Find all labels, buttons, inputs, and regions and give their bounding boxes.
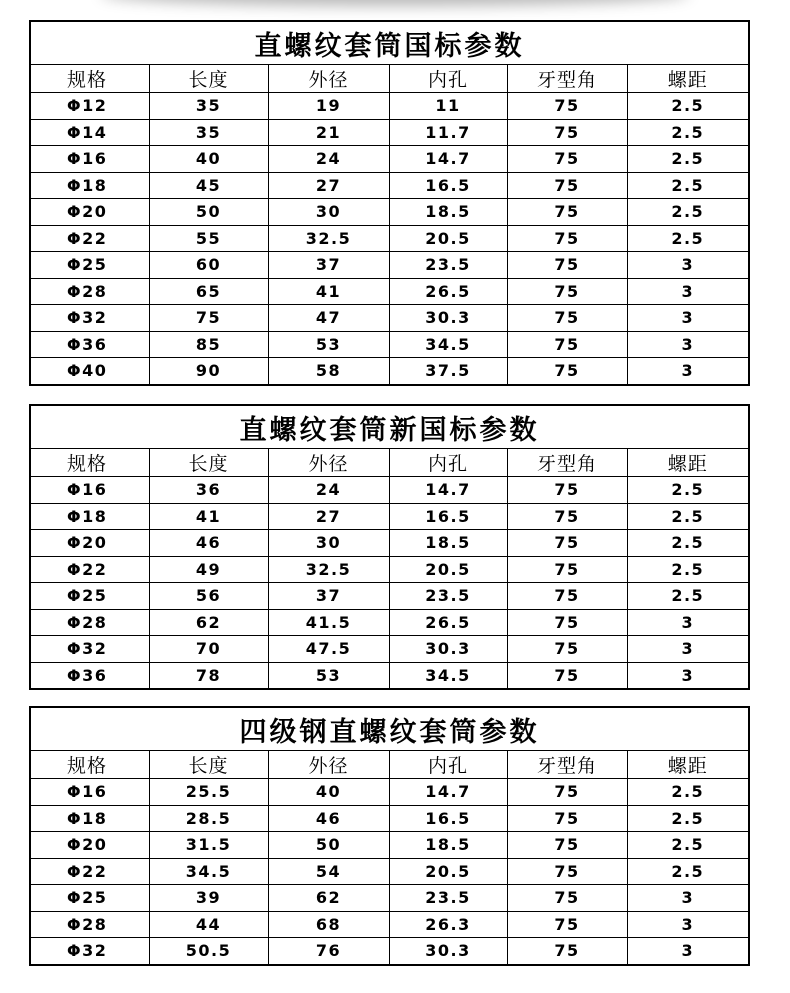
- cell-pitch: 2.5: [627, 805, 749, 832]
- cell-thread-angle: 75: [507, 609, 627, 636]
- cell-outer-diameter: 37: [268, 252, 389, 279]
- cell-inner-bore: 34.5: [389, 331, 507, 358]
- table-header-row: [30, 751, 749, 779]
- cell-length: 78: [149, 662, 268, 689]
- cell-thread-angle: 75: [507, 583, 627, 610]
- cell-inner-bore: 16.5: [389, 503, 507, 530]
- cell-thread-angle: 75: [507, 119, 627, 146]
- cell-spec: Φ32: [30, 305, 149, 332]
- cell-inner-bore: 18.5: [389, 530, 507, 557]
- cell-pitch: 2.5: [627, 146, 749, 173]
- cell-inner-bore: 23.5: [389, 885, 507, 912]
- table-row: [30, 305, 749, 332]
- table-row: [30, 252, 749, 279]
- cell-pitch: 2.5: [627, 779, 749, 806]
- cell-thread-angle: 75: [507, 225, 627, 252]
- cell-outer-diameter: 32.5: [268, 225, 389, 252]
- table-row: [30, 636, 749, 663]
- cell-thread-angle: 75: [507, 503, 627, 530]
- cell-outer-diameter: 32.5: [268, 556, 389, 583]
- column-header-thread-angle: 牙型角: [507, 65, 627, 93]
- cell-inner-bore: 14.7: [389, 477, 507, 504]
- cell-pitch: 3: [627, 358, 749, 385]
- cell-length: 65: [149, 278, 268, 305]
- cell-outer-diameter: 41: [268, 278, 389, 305]
- cell-spec: Φ14: [30, 119, 149, 146]
- cell-length: 85: [149, 331, 268, 358]
- table-row: [30, 530, 749, 557]
- cell-spec: Φ22: [30, 556, 149, 583]
- cell-spec: Φ22: [30, 858, 149, 885]
- cell-inner-bore: 16.5: [389, 805, 507, 832]
- cell-thread-angle: 75: [507, 172, 627, 199]
- cell-pitch: 2.5: [627, 556, 749, 583]
- cell-inner-bore: 11: [389, 93, 507, 120]
- column-header-spec: 规格: [30, 751, 149, 779]
- cell-inner-bore: 23.5: [389, 583, 507, 610]
- cell-inner-bore: 30.3: [389, 305, 507, 332]
- table-row: [30, 278, 749, 305]
- table-title: 直螺纹套筒新国标参数: [30, 405, 749, 449]
- column-header-thread-angle: 牙型角: [507, 751, 627, 779]
- cell-spec: Φ25: [30, 885, 149, 912]
- column-header-spec: 规格: [30, 449, 149, 477]
- cell-outer-diameter: 53: [268, 662, 389, 689]
- cell-inner-bore: 20.5: [389, 556, 507, 583]
- cell-spec: Φ40: [30, 358, 149, 385]
- cell-thread-angle: 75: [507, 305, 627, 332]
- cell-thread-angle: 75: [507, 779, 627, 806]
- cell-inner-bore: 34.5: [389, 662, 507, 689]
- cell-outer-diameter: 24: [268, 477, 389, 504]
- cell-inner-bore: 37.5: [389, 358, 507, 385]
- cell-outer-diameter: 53: [268, 331, 389, 358]
- cell-outer-diameter: 41.5: [268, 609, 389, 636]
- cell-spec: Φ28: [30, 911, 149, 938]
- cell-inner-bore: 20.5: [389, 858, 507, 885]
- cell-thread-angle: 75: [507, 911, 627, 938]
- cell-outer-diameter: 47.5: [268, 636, 389, 663]
- cell-thread-angle: 75: [507, 805, 627, 832]
- cell-pitch: 2.5: [627, 858, 749, 885]
- cell-spec: Φ18: [30, 503, 149, 530]
- column-header-outer-diameter: 外径: [268, 65, 389, 93]
- cell-pitch: 3: [627, 636, 749, 663]
- cell-outer-diameter: 24: [268, 146, 389, 173]
- cell-thread-angle: 75: [507, 556, 627, 583]
- cell-inner-bore: 26.5: [389, 278, 507, 305]
- cell-inner-bore: 30.3: [389, 636, 507, 663]
- column-header-pitch: 螺距: [627, 65, 749, 93]
- cell-spec: Φ25: [30, 583, 149, 610]
- table-title: 四级钢直螺纹套筒参数: [30, 707, 749, 751]
- cell-thread-angle: 75: [507, 636, 627, 663]
- cell-spec: Φ36: [30, 331, 149, 358]
- table-title-row: [30, 707, 749, 751]
- column-header-inner-bore: 内孔: [389, 751, 507, 779]
- cell-outer-diameter: 47: [268, 305, 389, 332]
- cell-length: 90: [149, 358, 268, 385]
- cell-thread-angle: 75: [507, 858, 627, 885]
- table-row: [30, 662, 749, 689]
- cell-pitch: 2.5: [627, 199, 749, 226]
- cell-thread-angle: 75: [507, 477, 627, 504]
- cell-spec: Φ32: [30, 636, 149, 663]
- cell-length: 60: [149, 252, 268, 279]
- cell-pitch: 3: [627, 305, 749, 332]
- cell-outer-diameter: 54: [268, 858, 389, 885]
- table-row: [30, 885, 749, 912]
- table-row: [30, 477, 749, 504]
- table-row: [30, 199, 749, 226]
- cell-thread-angle: 75: [507, 331, 627, 358]
- cell-inner-bore: 23.5: [389, 252, 507, 279]
- cell-length: 35: [149, 93, 268, 120]
- cell-pitch: 2.5: [627, 832, 749, 859]
- cell-length: 62: [149, 609, 268, 636]
- cell-outer-diameter: 19: [268, 93, 389, 120]
- cell-spec: Φ18: [30, 172, 149, 199]
- cell-spec: Φ25: [30, 252, 149, 279]
- cell-length: 28.5: [149, 805, 268, 832]
- cell-inner-bore: 26.5: [389, 609, 507, 636]
- cell-length: 36: [149, 477, 268, 504]
- cell-spec: Φ22: [30, 225, 149, 252]
- table-new-national-standard: [29, 404, 750, 690]
- cell-thread-angle: 75: [507, 93, 627, 120]
- table-row: [30, 583, 749, 610]
- table-title-row: [30, 405, 749, 449]
- cell-pitch: 3: [627, 278, 749, 305]
- cell-length: 44: [149, 911, 268, 938]
- cell-thread-angle: 75: [507, 252, 627, 279]
- cell-pitch: 2.5: [627, 119, 749, 146]
- cell-outer-diameter: 30: [268, 530, 389, 557]
- column-header-pitch: 螺距: [627, 751, 749, 779]
- column-header-inner-bore: 内孔: [389, 65, 507, 93]
- cell-spec: Φ20: [30, 199, 149, 226]
- column-header-pitch: 螺距: [627, 449, 749, 477]
- column-header-length: 长度: [149, 751, 268, 779]
- cell-length: 35: [149, 119, 268, 146]
- cell-spec: Φ20: [30, 832, 149, 859]
- table-title: 直螺纹套筒国标参数: [30, 21, 749, 65]
- cell-spec: Φ16: [30, 146, 149, 173]
- cell-length: 49: [149, 556, 268, 583]
- table-row: [30, 358, 749, 385]
- cell-outer-diameter: 27: [268, 172, 389, 199]
- table-row: [30, 172, 749, 199]
- table-grade4-steel: [29, 706, 750, 966]
- cell-spec: Φ12: [30, 93, 149, 120]
- cell-pitch: 2.5: [627, 172, 749, 199]
- column-header-thread-angle: 牙型角: [507, 449, 627, 477]
- cell-outer-diameter: 50: [268, 832, 389, 859]
- cell-spec: Φ16: [30, 779, 149, 806]
- column-header-length: 长度: [149, 449, 268, 477]
- cell-outer-diameter: 37: [268, 583, 389, 610]
- cell-spec: Φ18: [30, 805, 149, 832]
- cell-outer-diameter: 76: [268, 938, 389, 965]
- cell-thread-angle: 75: [507, 530, 627, 557]
- cell-thread-angle: 75: [507, 278, 627, 305]
- cell-inner-bore: 14.7: [389, 146, 507, 173]
- cell-length: 40: [149, 146, 268, 173]
- cell-pitch: 3: [627, 911, 749, 938]
- cell-inner-bore: 30.3: [389, 938, 507, 965]
- column-header-outer-diameter: 外径: [268, 751, 389, 779]
- table-row: [30, 146, 749, 173]
- cell-thread-angle: 75: [507, 662, 627, 689]
- cell-thread-angle: 75: [507, 146, 627, 173]
- cell-pitch: 3: [627, 609, 749, 636]
- cell-length: 25.5: [149, 779, 268, 806]
- cell-length: 55: [149, 225, 268, 252]
- cell-length: 46: [149, 530, 268, 557]
- table-row: [30, 911, 749, 938]
- cell-outer-diameter: 58: [268, 358, 389, 385]
- table-national-standard: [29, 20, 750, 386]
- cell-inner-bore: 11.7: [389, 119, 507, 146]
- cell-outer-diameter: 46: [268, 805, 389, 832]
- cell-pitch: 2.5: [627, 503, 749, 530]
- table-row: [30, 609, 749, 636]
- cell-thread-angle: 75: [507, 885, 627, 912]
- cell-outer-diameter: 40: [268, 779, 389, 806]
- cell-spec: Φ28: [30, 609, 149, 636]
- cell-thread-angle: 75: [507, 832, 627, 859]
- table-row: [30, 832, 749, 859]
- cell-outer-diameter: 68: [268, 911, 389, 938]
- cell-length: 75: [149, 305, 268, 332]
- cell-pitch: 3: [627, 252, 749, 279]
- table-row: [30, 503, 749, 530]
- cell-spec: Φ16: [30, 477, 149, 504]
- cell-outer-diameter: 21: [268, 119, 389, 146]
- cell-inner-bore: 18.5: [389, 832, 507, 859]
- cell-pitch: 3: [627, 331, 749, 358]
- cell-length: 39: [149, 885, 268, 912]
- cell-spec: Φ28: [30, 278, 149, 305]
- cell-pitch: 2.5: [627, 530, 749, 557]
- cell-pitch: 2.5: [627, 225, 749, 252]
- cell-outer-diameter: 62: [268, 885, 389, 912]
- cell-pitch: 3: [627, 662, 749, 689]
- table-header-row: [30, 65, 749, 93]
- table-row: [30, 93, 749, 120]
- column-header-inner-bore: 内孔: [389, 449, 507, 477]
- cell-length: 56: [149, 583, 268, 610]
- table-row: [30, 938, 749, 965]
- cell-outer-diameter: 27: [268, 503, 389, 530]
- cell-outer-diameter: 30: [268, 199, 389, 226]
- cell-pitch: 3: [627, 885, 749, 912]
- column-header-length: 长度: [149, 65, 268, 93]
- cell-pitch: 2.5: [627, 477, 749, 504]
- cell-length: 45: [149, 172, 268, 199]
- table-row: [30, 805, 749, 832]
- table-row: [30, 858, 749, 885]
- table-title-row: [30, 21, 749, 65]
- cell-spec: Φ32: [30, 938, 149, 965]
- column-header-spec: 规格: [30, 65, 149, 93]
- cell-length: 34.5: [149, 858, 268, 885]
- cell-inner-bore: 26.3: [389, 911, 507, 938]
- table-row: [30, 119, 749, 146]
- cell-inner-bore: 14.7: [389, 779, 507, 806]
- cell-length: 50: [149, 199, 268, 226]
- cell-spec: Φ20: [30, 530, 149, 557]
- cell-length: 50.5: [149, 938, 268, 965]
- cell-length: 41: [149, 503, 268, 530]
- cell-inner-bore: 16.5: [389, 172, 507, 199]
- cell-pitch: 2.5: [627, 93, 749, 120]
- cell-inner-bore: 20.5: [389, 225, 507, 252]
- cell-pitch: 2.5: [627, 583, 749, 610]
- cell-spec: Φ36: [30, 662, 149, 689]
- cell-thread-angle: 75: [507, 358, 627, 385]
- table-header-row: [30, 449, 749, 477]
- cell-pitch: 3: [627, 938, 749, 965]
- table-row: [30, 331, 749, 358]
- table-row: [30, 779, 749, 806]
- cell-inner-bore: 18.5: [389, 199, 507, 226]
- cell-thread-angle: 75: [507, 199, 627, 226]
- cell-length: 31.5: [149, 832, 268, 859]
- cell-length: 70: [149, 636, 268, 663]
- cell-thread-angle: 75: [507, 938, 627, 965]
- table-row: [30, 556, 749, 583]
- table-row: [30, 225, 749, 252]
- column-header-outer-diameter: 外径: [268, 449, 389, 477]
